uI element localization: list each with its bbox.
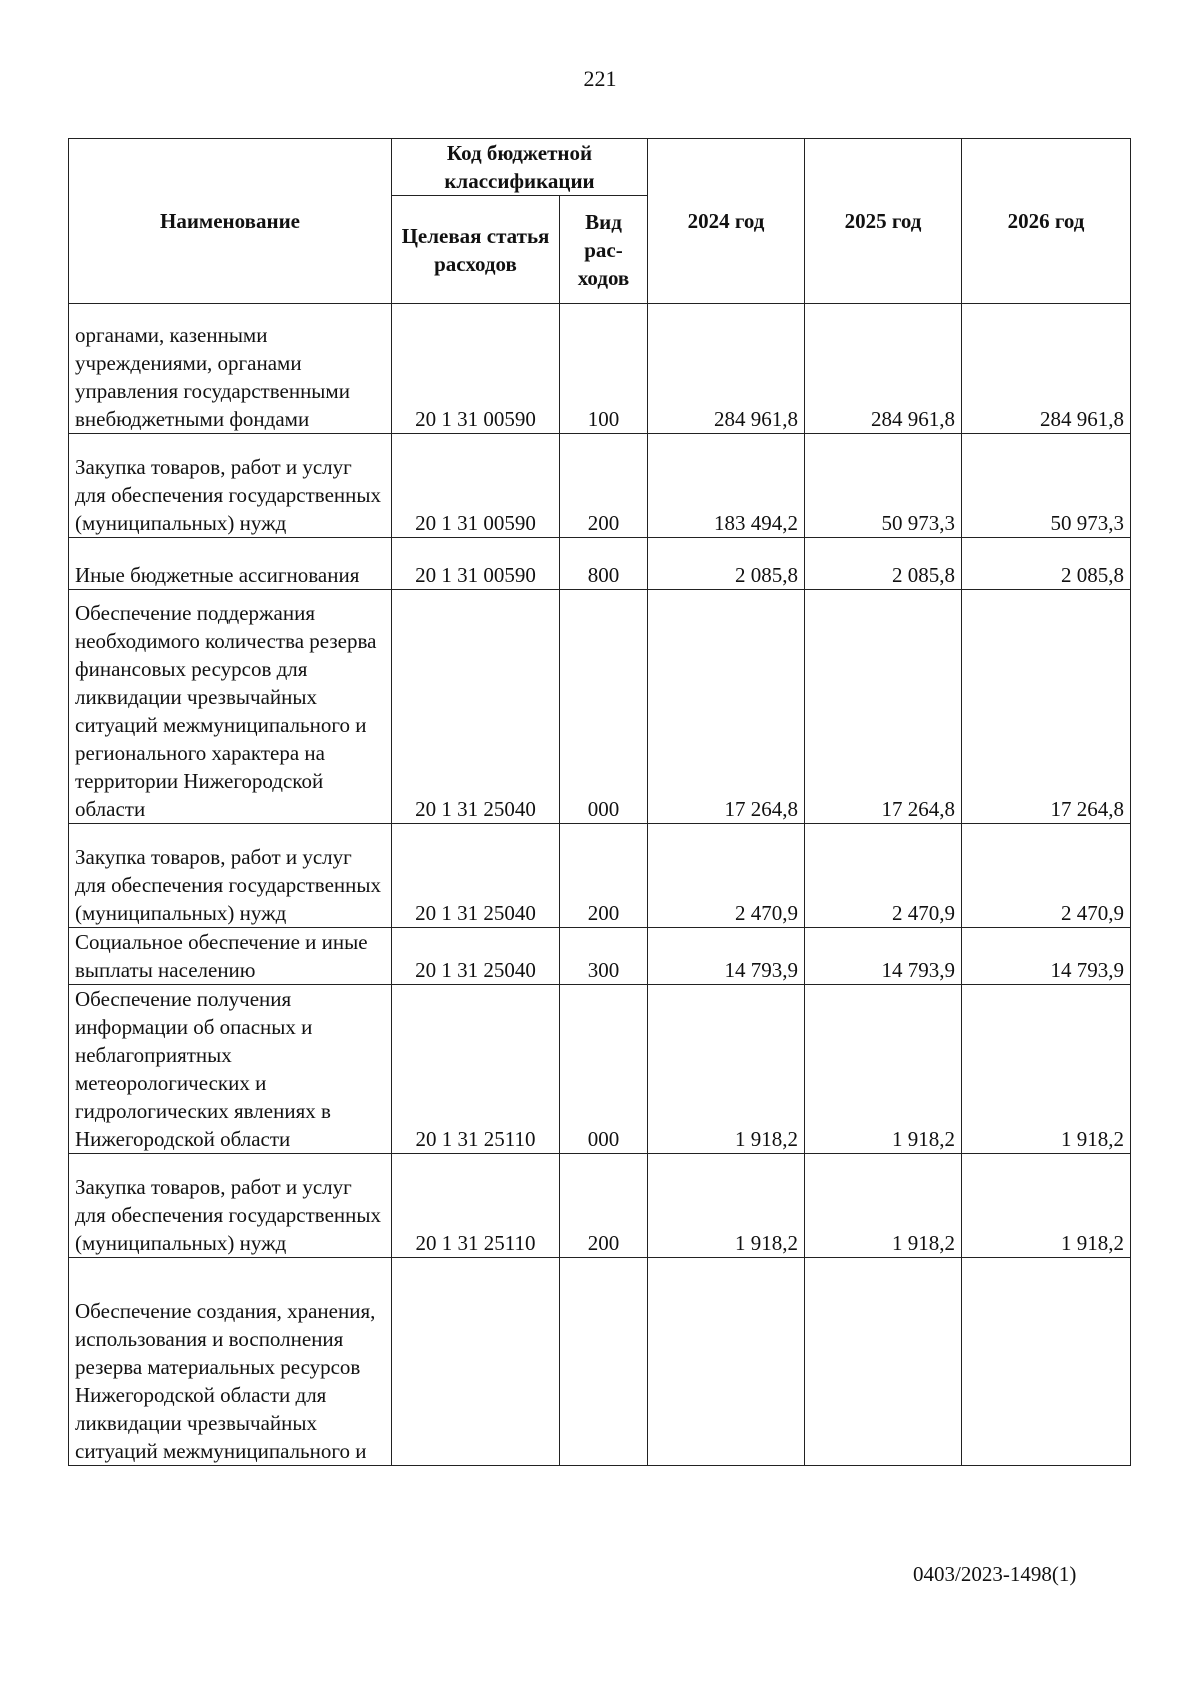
row-target-article-cell: 20 1 31 25040: [392, 824, 560, 928]
row-2025-value-cell: 1 918,2: [805, 985, 962, 1154]
row-2025-value-cell: 50 973,3: [805, 434, 962, 538]
row-2026-value-cell: 1 918,2: [962, 985, 1131, 1154]
row-2024-value-cell: 183 494,2: [648, 434, 805, 538]
table-row: [69, 434, 1131, 538]
row-expense-kind-cell: 800: [560, 538, 648, 590]
page-number: 221: [583, 66, 617, 91]
row-name-cell: Обеспечение создания, хранения, использования и восполнения резерва материальных ресурсов Нижегородской области для ликвидации чрезвычайных ситуаций межмуниципального и: [69, 1258, 392, 1466]
budget-table: [68, 138, 1131, 1466]
document-code: 0403/2023-1498(1): [913, 1562, 1077, 1586]
row-2025-value-cell: 2 085,8: [805, 538, 962, 590]
row-name-cell: Закупка товаров, работ и услуг для обеспечения государственных (муниципальных) нужд: [69, 1154, 392, 1258]
row-target-article-cell: 20 1 31 00590: [392, 304, 560, 434]
row-2026-value-cell: 14 793,9: [962, 928, 1131, 985]
row-2025-value-cell: [805, 1258, 962, 1466]
row-2026-value-cell: 2 470,9: [962, 824, 1131, 928]
row-target-article-cell: 20 1 31 25110: [392, 985, 560, 1154]
row-2024-value-cell: 1 918,2: [648, 1154, 805, 1258]
row-2024-value-cell: [648, 1258, 805, 1466]
header-expense-kind: Вид рас-ходов: [560, 196, 648, 304]
row-2025-value-cell: 17 264,8: [805, 590, 962, 824]
row-2025-value-cell: 1 918,2: [805, 1154, 962, 1258]
row-target-article-cell: [392, 1258, 560, 1466]
table-row: [69, 928, 1131, 985]
table-row: [69, 590, 1131, 824]
header-year-2026: 2026 год: [962, 139, 1131, 304]
row-2025-value-cell: 14 793,9: [805, 928, 962, 985]
row-target-article-cell: 20 1 31 00590: [392, 434, 560, 538]
row-expense-kind-cell: 000: [560, 590, 648, 824]
row-expense-kind-cell: 100: [560, 304, 648, 434]
row-expense-kind-cell: [560, 1258, 648, 1466]
header-year-2024: 2024 год: [648, 139, 805, 304]
row-expense-kind-cell: 200: [560, 1154, 648, 1258]
row-name-cell: Социальное обеспечение и иные выплаты населению: [69, 928, 392, 985]
header-name: Наименование: [69, 139, 392, 304]
row-name-cell: Иные бюджетные ассигнования: [69, 538, 392, 590]
row-2024-value-cell: 284 961,8: [648, 304, 805, 434]
row-expense-kind-cell: 000: [560, 985, 648, 1154]
row-name-cell: Обеспечение поддержания необходимого количества резерва финансовых ресурсов для ликвидации чрезвычайных ситуаций межмуниципального и регионального характера на территории Нижегородской области: [69, 590, 392, 824]
row-target-article-cell: 20 1 31 00590: [392, 538, 560, 590]
row-2026-value-cell: 50 973,3: [962, 434, 1131, 538]
row-name-cell: Закупка товаров, работ и услуг для обеспечения государственных (муниципальных) нужд: [69, 824, 392, 928]
row-2024-value-cell: 17 264,8: [648, 590, 805, 824]
row-2026-value-cell: 17 264,8: [962, 590, 1131, 824]
row-name-cell: Обеспечение получения информации об опасных и неблагоприятных метеорологических и гидрологических явлениях в Нижегородской области: [69, 985, 392, 1154]
table-row: [69, 538, 1131, 590]
row-2026-value-cell: 1 918,2: [962, 1154, 1131, 1258]
header-year-2025: 2025 год: [805, 139, 962, 304]
row-target-article-cell: 20 1 31 25040: [392, 590, 560, 824]
row-2024-value-cell: 2 470,9: [648, 824, 805, 928]
row-name-cell: Закупка товаров, работ и услуг для обеспечения государственных (муниципальных) нужд: [69, 434, 392, 538]
row-2026-value-cell: 284 961,8: [962, 304, 1131, 434]
row-2025-value-cell: 2 470,9: [805, 824, 962, 928]
row-target-article-cell: 20 1 31 25110: [392, 1154, 560, 1258]
row-expense-kind-cell: 300: [560, 928, 648, 985]
header-target-article: Целевая статья расходов: [392, 196, 560, 304]
row-2024-value-cell: 2 085,8: [648, 538, 805, 590]
row-name-cell: органами, казенными учреждениями, органами управления государственными внебюджетными фондами: [69, 304, 392, 434]
row-2026-value-cell: 2 085,8: [962, 538, 1131, 590]
row-expense-kind-cell: 200: [560, 824, 648, 928]
header-budget-code-group: Код бюджетной классификации: [392, 139, 648, 196]
row-expense-kind-cell: 200: [560, 434, 648, 538]
row-target-article-cell: 20 1 31 25040: [392, 928, 560, 985]
table-row: [69, 1258, 1131, 1466]
table-row: [69, 1154, 1131, 1258]
table-row: [69, 824, 1131, 928]
row-2024-value-cell: 14 793,9: [648, 928, 805, 985]
row-2026-value-cell: [962, 1258, 1131, 1466]
row-2024-value-cell: 1 918,2: [648, 985, 805, 1154]
row-2025-value-cell: 284 961,8: [805, 304, 962, 434]
table-row: [69, 985, 1131, 1154]
table-row: [69, 304, 1131, 434]
